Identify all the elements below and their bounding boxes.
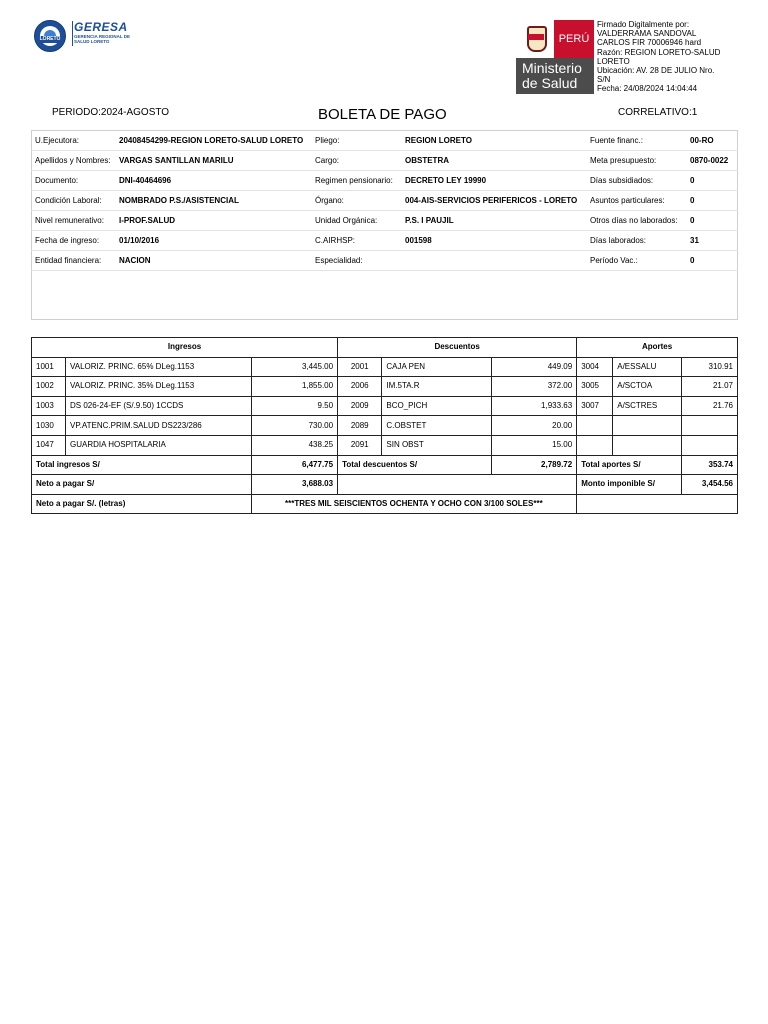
info-value	[401, 251, 586, 271]
total-aportes-label: Total aportes S/	[577, 455, 682, 475]
cell-apo-desc	[613, 416, 682, 436]
cell-ing-code: 1003	[32, 396, 66, 416]
neto-label: Neto a pagar S/	[32, 475, 252, 495]
cell-des-amt: 449.09	[491, 357, 577, 377]
info-row	[31, 171, 738, 191]
cell-apo-code: 3005	[577, 377, 613, 397]
cell-apo-code: 3004	[577, 357, 613, 377]
info-value: 00-RO	[686, 131, 738, 151]
info-row	[31, 231, 738, 251]
letras-empty	[577, 494, 738, 514]
cell-apo-amt: 310.91	[682, 357, 738, 377]
info-value: I-PROF.SALUD	[115, 211, 311, 231]
digital-signature: Firmado Digitalmente por: VALDERRAMA SANDOVAL CARLOS FIR 70006946 hard Razón: REGION LORETO-SALUD LORETO Ubicación: AV. 28 DE JULIO Nro. S/N Fecha: 24/08/2024 14:04:44	[597, 20, 721, 94]
cell-ing-desc: VP.ATENC.PRIM.SALUD DS223/286	[66, 416, 252, 436]
info-value: 31	[686, 231, 738, 251]
cell-des-amt: 15.00	[491, 435, 577, 455]
cell-des-desc: BCO_PICH	[382, 396, 491, 416]
info-label: Fuente financ.:	[586, 131, 686, 151]
total-ingresos-label: Total ingresos S/	[32, 455, 252, 475]
cell-ing-code: 1002	[32, 377, 66, 397]
neto-empty	[338, 475, 577, 495]
cell-apo-amt	[682, 416, 738, 436]
letras-row	[32, 494, 738, 514]
table-row	[32, 396, 738, 416]
cell-apo-desc: A/ESSALU	[613, 357, 682, 377]
employee-info-table	[31, 130, 738, 271]
cell-apo-code	[577, 416, 613, 436]
descuentos-header: Descuentos	[338, 338, 577, 358]
geresa-subtitle: GERENCIA REGIONAL DE SALUD LORETO	[74, 34, 131, 44]
neto-value: 3,688.03	[251, 475, 338, 495]
info-row	[31, 131, 738, 151]
info-label: Unidad Orgánica:	[311, 211, 401, 231]
info-value: VARGAS SANTILLAN MARILU	[115, 151, 311, 171]
info-label: Pliego:	[311, 131, 401, 151]
cell-ing-desc: GUARDIA HOSPITALARIA	[66, 435, 252, 455]
cell-des-code: 2006	[338, 377, 382, 397]
letras-value: ***TRES MIL SEISCIENTOS OCHENTA Y OCHO CON 3/100 SOLES***	[251, 494, 577, 514]
info-label: Otros días no laborados:	[586, 211, 686, 231]
total-ingresos-value: 6,477.75	[251, 455, 338, 475]
cell-des-code: 2091	[338, 435, 382, 455]
cell-ing-amt: 1,855.00	[251, 377, 338, 397]
info-label: Días laborados:	[586, 231, 686, 251]
peru-label: PERÚ	[554, 20, 594, 58]
info-row	[31, 211, 738, 231]
info-value: 004-AIS-SERVICIOS PERIFERICOS - LORETO	[401, 191, 586, 211]
letras-label: Neto a pagar S/. (letras)	[32, 494, 252, 514]
ingresos-header: Ingresos	[32, 338, 338, 358]
info-row	[31, 251, 738, 271]
info-label: Apellidos y Nombres:	[31, 151, 115, 171]
cell-apo-desc	[613, 435, 682, 455]
cell-des-desc: CAJA PEN	[382, 357, 491, 377]
cell-ing-desc: VALORIZ. PRINC. 65% DLeg.1153	[66, 357, 252, 377]
totals-row	[32, 455, 738, 475]
cell-apo-code	[577, 435, 613, 455]
info-label: Documento:	[31, 171, 115, 191]
info-value: 0	[686, 211, 738, 231]
total-aportes-value: 353.74	[682, 455, 738, 475]
aportes-header: Aportes	[577, 338, 738, 358]
info-value: NACION	[115, 251, 311, 271]
payroll-table	[31, 337, 738, 514]
info-value: 0870-0022	[686, 151, 738, 171]
info-label: Órgano:	[311, 191, 401, 211]
info-value: 0	[686, 251, 738, 271]
cell-apo-amt: 21.76	[682, 396, 738, 416]
info-label: Período Vac.:	[586, 251, 686, 271]
correlativo: CORRELATIVO:1	[618, 107, 698, 118]
peru-shield-icon	[516, 20, 554, 58]
info-value: 01/10/2016	[115, 231, 311, 251]
cell-ing-amt: 730.00	[251, 416, 338, 436]
info-value: 0	[686, 191, 738, 211]
info-label: Meta presupuesto:	[586, 151, 686, 171]
info-row	[31, 151, 738, 171]
cell-des-desc: C.OBSTET	[382, 416, 491, 436]
geresa-logo	[34, 20, 131, 50]
ministry-label: Ministerio de Salud	[516, 58, 594, 94]
info-value: 001598	[401, 231, 586, 251]
info-label: Fecha de ingreso:	[31, 231, 115, 251]
info-label: Regimen pensionario:	[311, 171, 401, 191]
info-label: Asuntos particulares:	[586, 191, 686, 211]
info-label: Especialidad:	[311, 251, 401, 271]
periodo: PERIODO:2024-AGOSTO	[52, 107, 170, 118]
cell-apo-code: 3007	[577, 396, 613, 416]
cell-des-desc: SIN OBST	[382, 435, 491, 455]
page-title: BOLETA DE PAGO	[318, 106, 447, 123]
info-value: NOMBRADO P.S./ASISTENCIAL	[115, 191, 311, 211]
info-label: Cargo:	[311, 151, 401, 171]
table-row	[32, 377, 738, 397]
cell-ing-amt: 438.25	[251, 435, 338, 455]
info-label: Condición Laboral:	[31, 191, 115, 211]
info-label: C.AIRHSP:	[311, 231, 401, 251]
cell-apo-desc: A/SCTRES	[613, 396, 682, 416]
geresa-name: GERESA	[74, 20, 128, 34]
info-label: U.Ejecutora:	[31, 131, 115, 151]
cell-des-code: 2089	[338, 416, 382, 436]
total-descuentos-label: Total descuentos S/	[338, 455, 492, 475]
imponible-value: 3,454.56	[682, 475, 738, 495]
cell-des-desc: IM.5TA.R	[382, 377, 491, 397]
cell-des-code: 2001	[338, 357, 382, 377]
cell-des-amt: 372.00	[491, 377, 577, 397]
cell-ing-desc: VALORIZ. PRINC. 35% DLeg.1153	[66, 377, 252, 397]
cell-ing-code: 1030	[32, 416, 66, 436]
minsa-logo	[516, 20, 594, 94]
info-label: Días subsidiados:	[586, 171, 686, 191]
info-label: Entidad financiera:	[31, 251, 115, 271]
cell-ing-code: 1001	[32, 357, 66, 377]
table-row	[32, 435, 738, 455]
info-value: OBSTETRA	[401, 151, 586, 171]
neto-row	[32, 475, 738, 495]
total-descuentos-value: 2,789.72	[491, 455, 577, 475]
info-row	[31, 191, 738, 211]
cell-ing-desc: DS 026-24-EF (S/.9.50) 1CCDS	[66, 396, 252, 416]
cell-ing-code: 1047	[32, 435, 66, 455]
cell-apo-amt	[682, 435, 738, 455]
info-label: Nivel remunerativo:	[31, 211, 115, 231]
info-value: P.S. I PAUJIL	[401, 211, 586, 231]
info-value: 0	[686, 171, 738, 191]
loreto-seal-icon: LORETO	[34, 20, 66, 52]
cell-des-amt: 20.00	[491, 416, 577, 436]
info-value: 20408454299-REGION LORETO-SALUD LORETO	[115, 131, 311, 151]
cell-apo-amt: 21.07	[682, 377, 738, 397]
cell-ing-amt: 9.50	[251, 396, 338, 416]
info-value: DNI-40464696	[115, 171, 311, 191]
cell-des-amt: 1,933.63	[491, 396, 577, 416]
info-value: DECRETO LEY 19990	[401, 171, 586, 191]
info-value: REGION LORETO	[401, 131, 586, 151]
imponible-label: Monto imponible S/	[577, 475, 682, 495]
table-row	[32, 416, 738, 436]
cell-apo-desc: A/SCTOA	[613, 377, 682, 397]
cell-ing-amt: 3,445.00	[251, 357, 338, 377]
cell-des-code: 2009	[338, 396, 382, 416]
table-row	[32, 357, 738, 377]
